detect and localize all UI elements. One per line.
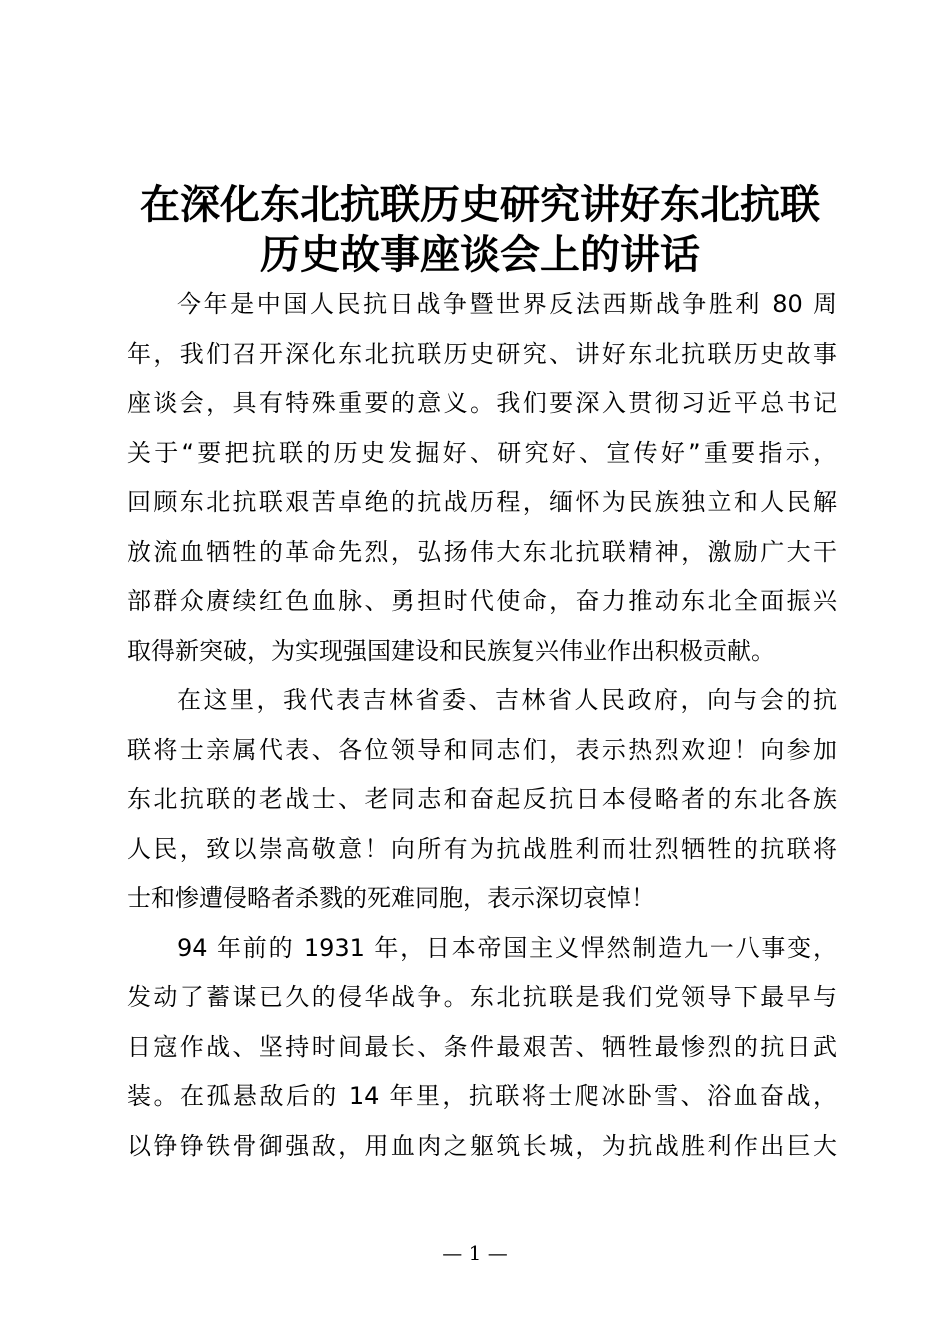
text-line: 发动了蓄谋已久的侵华战争。东北抗联是我们党领导下最早与 — [127, 983, 837, 1011]
text-line: 放流血牺牲的革命先烈，弘扬伟大东北抗联精神，激励广大干 — [127, 537, 837, 566]
text-line: 装。在孤悬敌后的 14 年里，抗联将士爬冰卧雪、浴血奋战， — [127, 1082, 837, 1110]
text-line: 今年是中国人民抗日战争暨世界反法西斯战争胜利 80 周 — [177, 290, 837, 318]
text-line: 日寇作战、坚持时间最长、条件最艰苦、牺牲最惨烈的抗日武 — [127, 1032, 837, 1061]
paragraph-3 — [127, 924, 837, 1172]
text-line: 东北抗联的老战士、老同志和奋起反抗日本侵略者的东北各族 — [127, 785, 837, 813]
text-line: 士和惨遭侵略者杀戮的死难同胞，表示深切哀悼！ — [127, 884, 655, 912]
page-number: — 1 — — [442, 1241, 508, 1265]
document-title — [110, 180, 850, 280]
text-line: 以铮铮铁骨御强敌，用血肉之躯筑长城，为抗战胜利作出巨大 — [127, 1131, 837, 1160]
text-line: 年，我们召开深化东北抗联历史研究、讲好东北抗联历史故事 — [127, 339, 837, 368]
text-line: 座谈会，具有特殊重要的意义。我们要深入贯彻习近平总书记 — [127, 389, 837, 417]
text-line: 回顾东北抗联艰苦卓绝的抗战历程，缅怀为民族独立和人民解 — [127, 488, 837, 516]
paragraph-1 — [127, 280, 837, 676]
text-line: 部群众赓续红色血脉、勇担时代使命，奋力推动东北全面振兴 — [127, 587, 837, 615]
text-line: 94 年前的 1931 年，日本帝国主义悍然制造九一八事变， — [177, 933, 837, 962]
title-line: 在深化东北抗联历史研究讲好东北抗联 — [140, 182, 820, 228]
text-line: 取得新突破，为实现强国建设和民族复兴伟业作出积极贡献。 — [127, 636, 775, 665]
paragraph-2 — [127, 676, 837, 924]
text-line: 在这里，我代表吉林省委、吉林省人民政府，向与会的抗 — [177, 686, 837, 714]
document-body — [127, 280, 837, 1171]
text-line: 联将士亲属代表、各位领导和同志们，表示热烈欢迎！向参加 — [127, 735, 837, 764]
title-line: 历史故事座谈会上的讲话 — [260, 232, 700, 278]
text-line: 关于“要把抗联的历史发掘好、研究好、宣传好”重要指示， — [127, 438, 837, 467]
text-line: 人民，致以崇高敬意！向所有为抗战胜利而壮烈牺牲的抗联将 — [127, 834, 837, 863]
